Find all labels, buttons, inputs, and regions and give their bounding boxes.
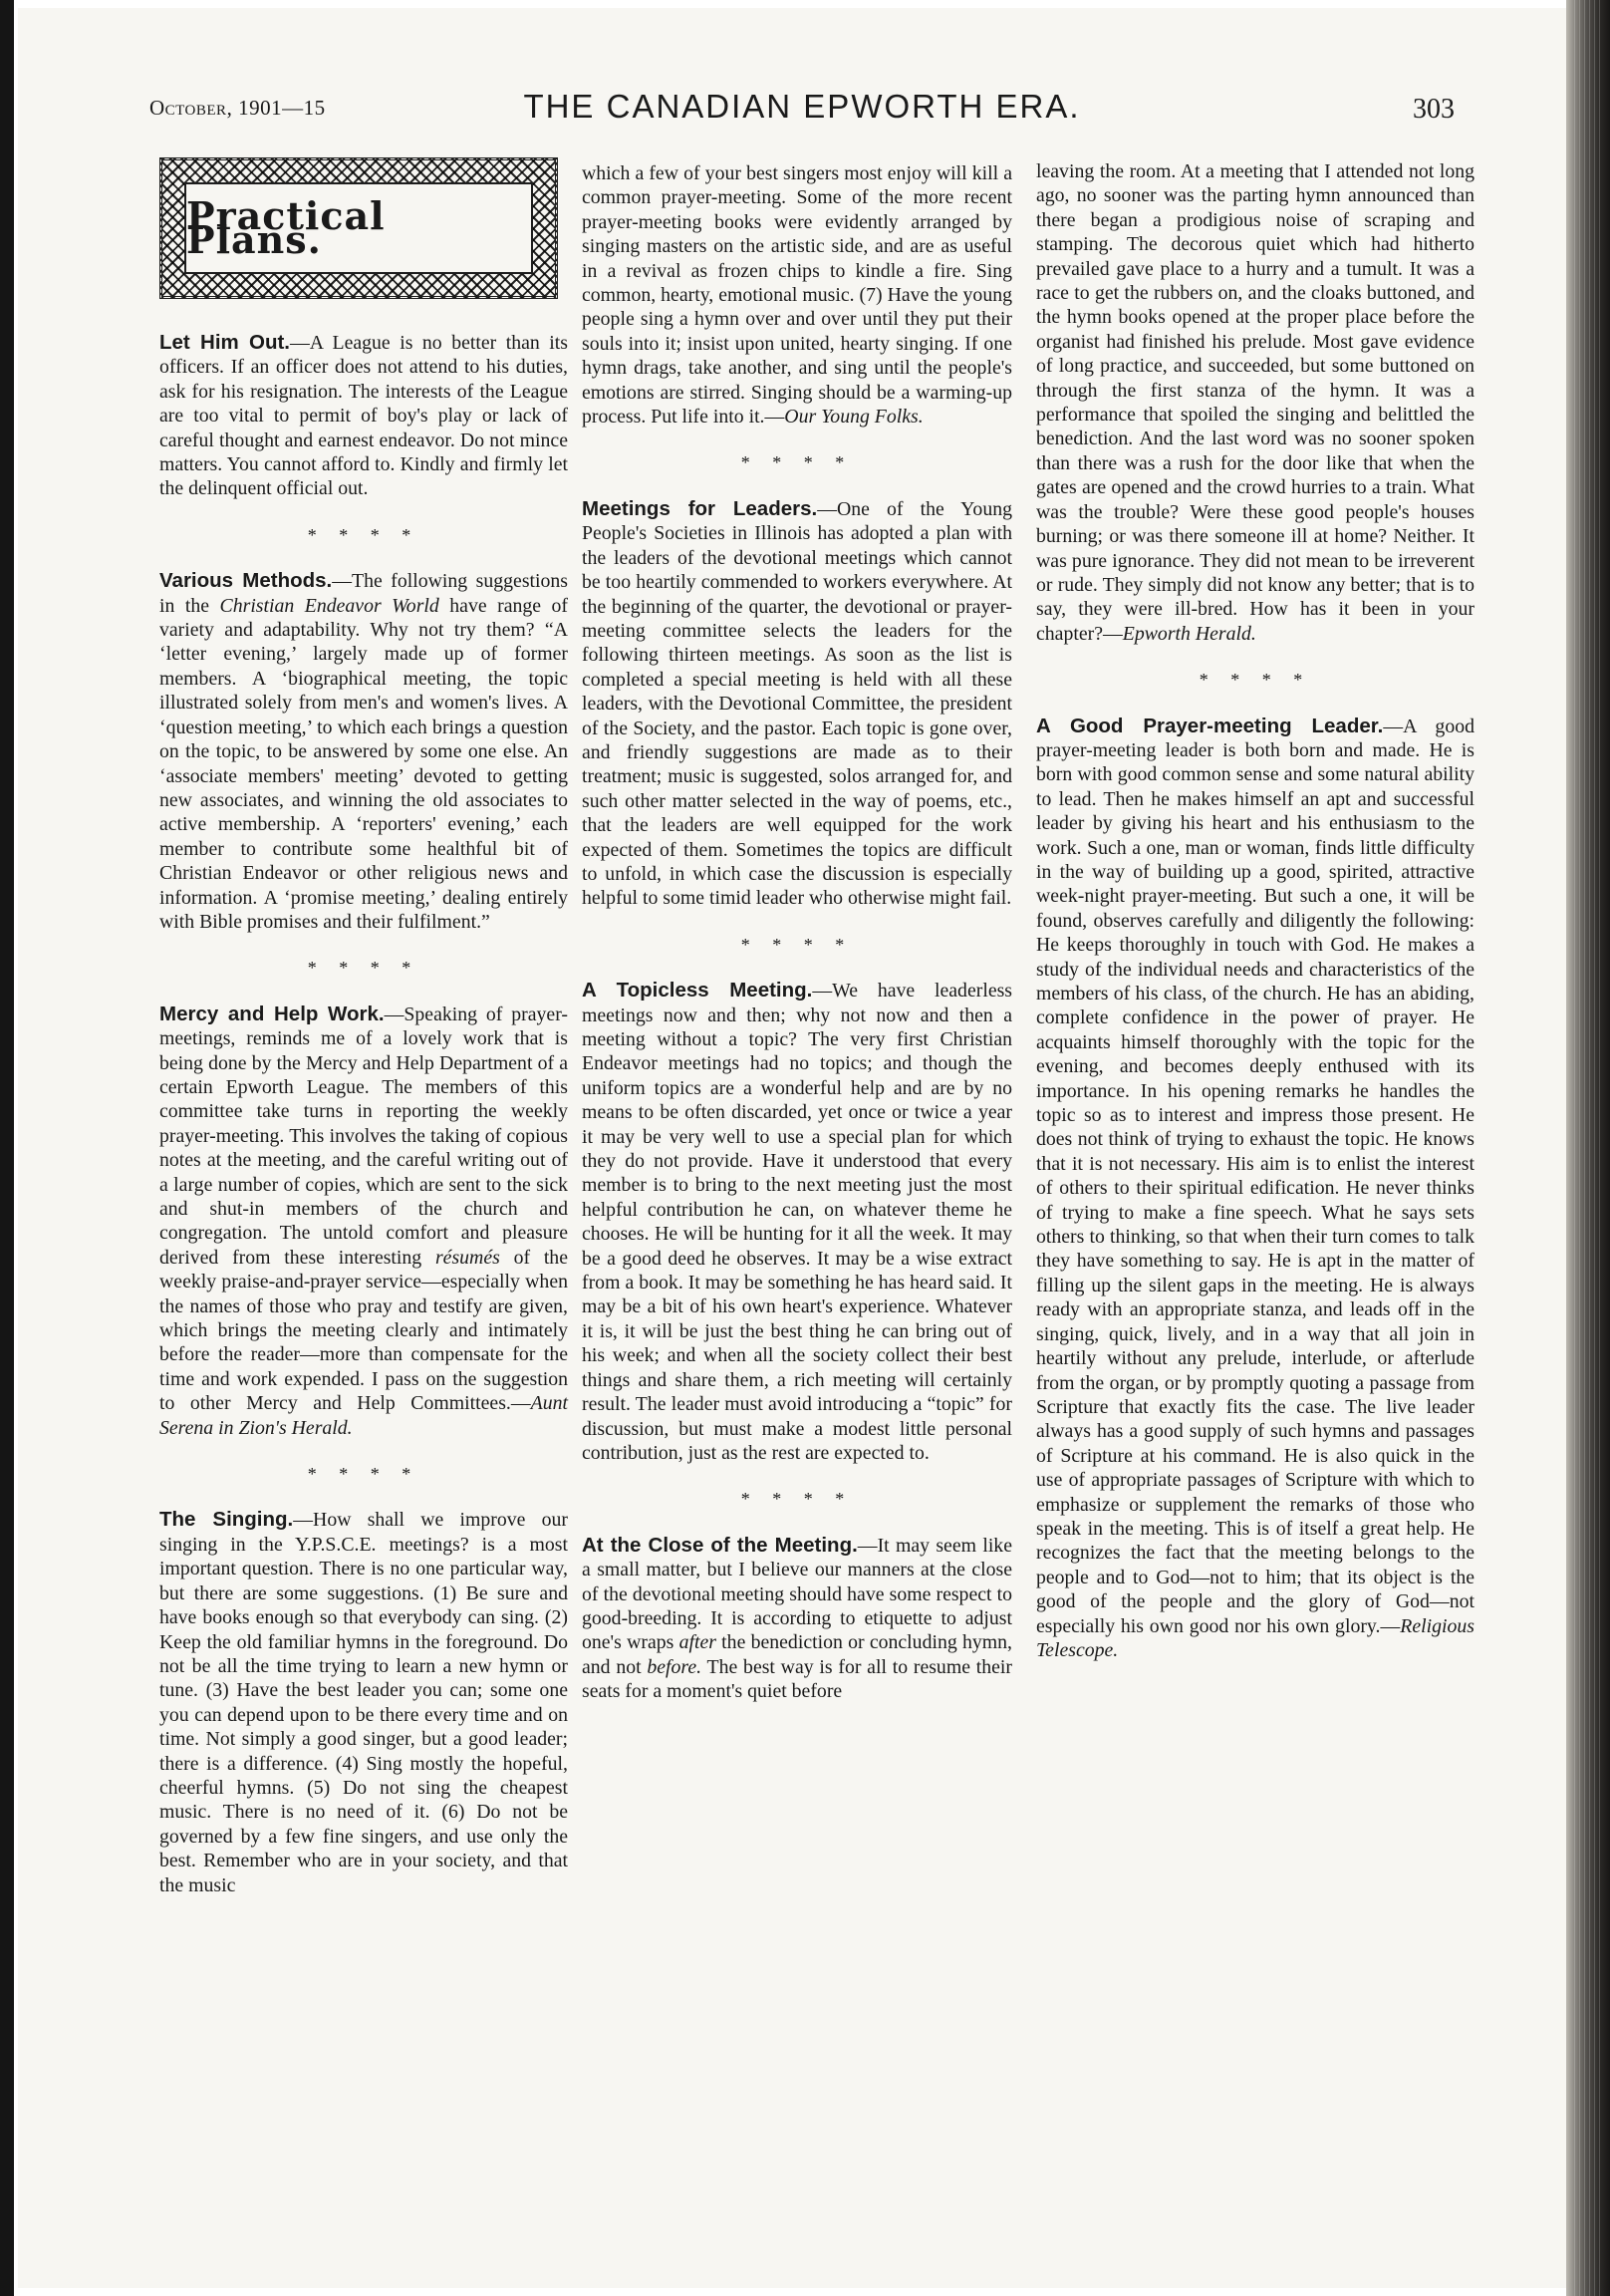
- italic-resumes: résumés: [434, 1246, 500, 1269]
- article-singing-continued: [582, 161, 1012, 429]
- publication-title: THE CANADIAN EPWORTH ERA.: [523, 88, 1081, 125]
- source-singing: Our Young Folks.: [784, 406, 924, 429]
- heading-various-methods: Various Methods.: [159, 569, 333, 593]
- heading-mercy-help: Mercy and Help Work.: [159, 1002, 385, 1025]
- article-various-methods: [159, 569, 568, 934]
- section-title: Practical Plans.: [186, 192, 386, 262]
- article-singing: [159, 1508, 568, 1897]
- section-divider: * * * *: [740, 934, 854, 955]
- section-divider: * * * *: [740, 452, 854, 473]
- heading-topicless: A Topicless Meeting.: [582, 979, 813, 1003]
- section-divider: * * * *: [1199, 670, 1312, 691]
- body-close-meeting-2: the benediction or concluding hymn, and not: [582, 1631, 1012, 1678]
- heading-meetings-leaders: Meetings for Leaders.: [582, 496, 818, 520]
- article-close-meeting: [582, 1534, 1012, 1704]
- source-good-leader: Religious Telescope.: [1036, 1614, 1475, 1661]
- article-let-him-out: [159, 331, 568, 501]
- body-topicless: —We have leaderless meetings now and then; why not now and then a meeting without a topic? The very first Christian Endeavor meetings had no topics; and though the uniform topics are a wonderful help and are by no means to be often discarded, yet once or twice a year it may be very well to use a special plan for which they do not provide. Have it understood that every member is to bring to the next meeting just the most helpful contribution he can, on whatever theme he chooses. He will be hunting for it all the week. It may be a good deed he observes. It may be a wise extract from a book. It may be something he has heard said. It may be a bit of his own heart's experience. Whatever it is, it will be just the best thing he can bring out of his week; and when all the society collect their best things and share them, a rich meeting will certainly result. The leader must avoid introducing a “topic” for discussion, but must make a modest little personal contribution, just as the rest are expected to.: [582, 980, 1012, 1464]
- article-topicless: [582, 979, 1012, 1465]
- column-3: [1036, 159, 1475, 1662]
- column-1: [159, 157, 568, 1897]
- binding-texture: [1574, 0, 1604, 2296]
- article-close-meeting-continued: [1036, 159, 1475, 646]
- body-close-meeting-col3: leaving the room. At a meeting that I attended not long ago, no sooner was the parting hymn announced than there began a prodigious noise of scraping and stamping. The decorous quiet which had hitherto prevailed gave place to a hurry and a tumult. It was a race to get the rubbers on, and the cloaks buttoned, and the hymn books opened at the proper place before the organist had finished his prelude. Most gave evidence of long practice, and succeeded, but some buttoned on through the first stanza of the hymn. It was a performance that spoiled the singing and belittled the benediction. And the last word was no sooner spoken than there was a rush for the door like that when the gates are opened and the crowd hurries to a train. What was the trouble? Were these good people's houses burning; or was there someone ill at home? Neither. It was pure ignorance. They did not mean to be irreverent or rude. They simply did not know any better; that is to say, they were ill-bred. How has it been in your chapter?—: [1036, 160, 1475, 645]
- italic-before: before.: [647, 1655, 702, 1678]
- body-close-meeting-3: The best way is for all to resume their seats for a moment's quiet before: [582, 1655, 1013, 1703]
- section-divider: * * * *: [307, 1464, 420, 1485]
- page-number: 303: [1413, 94, 1455, 125]
- article-mercy-help: [159, 1003, 568, 1440]
- section-divider: * * * *: [307, 524, 420, 545]
- heading-let-him-out: Let Him Out.: [159, 331, 290, 354]
- heading-close-meeting: At the Close of the Meeting.: [582, 1533, 858, 1557]
- section-divider: * * * *: [307, 958, 420, 979]
- body-meetings-leaders: —One of the Young People's Societies in Illinois has adopted a plan with the leaders of the devotional meetings which cannot be too heartily commended to workers everywhere. At the beginning of the quarter, the devotional or prayer-meeting committee selects the leaders for the following thirteen meetings. As soon as the list is completed a special meeting is held with all these leaders, with the Devotional Committee, the president of the Society, and the pastor. Each topic is gone over, and friendly suggestions are made as to their treatment; music is suggested, solos arranged for, and such other matter selected in the way of poems, etc., that the leaders are well equipped for the work expected of them. Sometimes the topics are difficult to unfold, in which case the discussion is especially helpful to some timid leader who otherwise might fail.: [582, 497, 1012, 910]
- article-good-leader: [1036, 715, 1475, 1663]
- section-divider: * * * *: [740, 1489, 854, 1510]
- heading-singing: The Singing.: [159, 1508, 294, 1532]
- running-header: [149, 88, 1455, 132]
- body-let-him-out: —A League is no better than its officers. If an officer does not attend to his duties, ask for his resignation. The interests of the League are too vital to permit of boy's play or lack of careful thought and earnest endeavor. Do not mince matters. You cannot afford to. Kindly and firmly let the delinquent official out.: [159, 332, 569, 500]
- article-meetings-leaders: [582, 497, 1012, 911]
- source-close-meeting: Epworth Herald.: [1122, 622, 1256, 645]
- issue-date: October, 1901—15: [149, 96, 326, 120]
- body-various-methods-2: have range of variety and adaptability. Why not try them? “A ‘letter evening,’ largely made up of former members. A ‘biographical meeting, the topic illustrated solely from men's and women's lives. A ‘question meeting,’ to which each brings a question on the topic, to be answered by some one else. An ‘associate members' meeting’ devoted to getting new associates, and winning the old associates to active membership. A ‘reporters' evening,’ each member to contribute some healthful bit of Christian Endeavor or other religious news and information. A ‘promise meeting,’ dealing entirely with Bible promises and their fulfilment.”: [159, 594, 568, 933]
- scan-edge: [0, 0, 14, 2296]
- column-2: [582, 161, 1012, 1704]
- body-close-meeting-1: —It may seem like a small matter, but I believe our manners at the close of the devotional meeting should have some respect to good-breeding. It is according to etiquette to adjust one's wraps: [582, 1534, 1012, 1654]
- source-mercy-help: Aunt Serena in Zion's Herald.: [159, 1392, 568, 1439]
- section-title-box: [159, 157, 558, 299]
- body-good-leader: —A good prayer-meeting leader is both born and made. He is born with good common sense and some natural ability to lead. Then he makes himself an apt and successful leader by giving his heart and his enthusiasm to the work. Such a one, man or woman, finds little difficulty in the way of building up a good, spirited, attractive week-night prayer-meeting. But such a one, it will be found, observes carefully and diligently the following: He keeps thoroughly in touch with God. He makes a study of the individual needs and characteristics of the members of his class, of the church. He has an abiding, complete confidence in the power of prayer. He acquaints himself thoroughly with the topic for the evening, and becomes deeply enthused with its importance. In his opening remarks he handles the topic so as to interest and impress those present. He does not think of trying to exhaust the topic. He knows that it is not necessary. His aim is to enlist the interest of others to their spiritual edification. He never thinks of trying to make a fine speech. What he says sets others to thinking, so that when their turn comes to talk they have something to say. He is apt in the matter of filling up the silent gaps in the meeting. He is always ready with an appropriate stanza, and leads off in the singing, quick, lively, and in a way that all join in heartily without any prelude, interlude, or afterlude from the organ, or by promptly quoting a passage from Scripture that exactly fits the case. The live leader always has a good supply of such hymns and passages of Scripture at his command. He is also quick in the use of appropriate passages of Scripture with which to emphasize or supplement the remarks of those who speak in the meeting. This is of itself a great help. He recognizes the fact that the meeting belongs to the people and to God—not to him; that its object is the good of the people and the glory of God—not especially his own good nor his own glory.—: [1036, 715, 1475, 1637]
- italic-after: after: [678, 1631, 716, 1654]
- heading-good-leader: A Good Prayer-meeting Leader.: [1036, 714, 1384, 737]
- cite-christian-endeavor-world: Christian Endeavor World: [219, 594, 439, 617]
- body-mercy-help-1: —Speaking of prayer-meetings, reminds me of a lovely work that is being done by the Mercy and Help Department of a certain Epworth League. The members of this committee take turns in reporting the weekly prayer-meeting. This involves the taking of copious notes at the meeting, and the careful writing out of a large number of copies, which are sent to the sick and shut-in members of the church and congregation. The untold comfort and pleasure derived from these interesting: [159, 1003, 568, 1269]
- body-singing-col2: which a few of your best singers most enjoy will kill a common prayer-meeting. Some of the more recent prayer-meeting books were evidently arranged by singing masters on the artistic side, and are as useful in a revival as frozen chips to kindle a fire. Sing common, hearty, emotional music. (7) Have the young people sing a hymn over and over until they put their souls into it; insist upon united, hearty singing. If one hymn drags, take another, and sing until the people's emotions are stirred. Singing should be a warming-up process. Put life into it.—: [582, 162, 1012, 429]
- body-singing-col1: —How shall we improve our singing in the Y.P.S.C.E. meetings? is a most important question. There is no one particular way, but there are some suggestions. (1) Be sure and have books enough so that everybody can sing. (2) Keep the old familiar hymns in the foreground. Do not be all the time trying to learn a new hymn or tune. (3) Have the best leader you can; some one you can depend upon to be there every time and on time. Not simply a good singer, but a good leader; there is a difference. (4) Sing mostly the hopeful, cheerful hymns. (5) Do not sing the cheapest music. There is no need of it. (6) Do not be governed by a few fine singers, and use only the best. Remember who are in your society, and that the music: [159, 1509, 568, 1896]
- body-mercy-help-2: of the weekly praise-and-prayer service—especially when the names of those who pray and testify are given, which brings the meeting clearly and intimately before the reader—more than compensate for the time and work expended. I pass on the suggestion to other Mercy and Help Committees.—: [159, 1246, 568, 1415]
- body-various-methods-1: —The following suggestions in the: [159, 570, 568, 617]
- section-title-inner: [184, 182, 533, 274]
